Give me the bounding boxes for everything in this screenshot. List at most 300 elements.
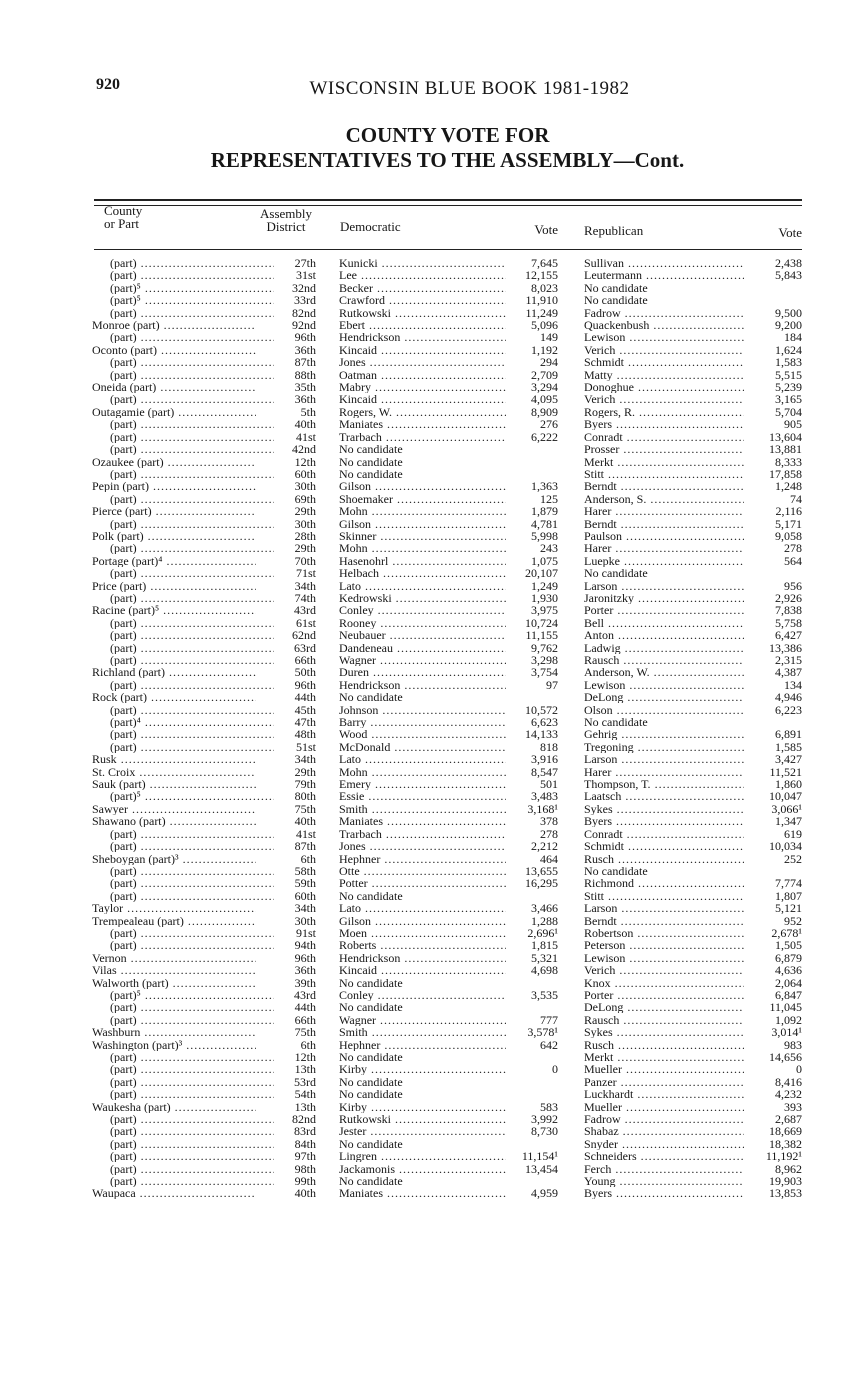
county-cell-text: Waukesha (part) ..... [92, 1101, 256, 1113]
democratic-vote-cell: 8,023 [531, 281, 558, 294]
republican-candidate-cell [584, 307, 744, 319]
table-row [0, 431, 859, 443]
democratic-candidate-cell-text: Kunicki ..... [339, 257, 506, 269]
republican-candidate-cell [584, 1051, 744, 1063]
district-cell: 82nd [292, 1113, 316, 1126]
democratic-vote-cell: 5,321 [531, 951, 558, 964]
table-row [0, 604, 859, 616]
democratic-vote-cell: 10,724 [525, 616, 558, 629]
democratic-candidate-cell-text: McDonald ..... [339, 741, 506, 753]
table-row [0, 716, 859, 728]
republican-candidate-cell [584, 1063, 744, 1075]
table-row [0, 518, 859, 530]
republican-candidate-cell [584, 493, 744, 505]
republican-candidate-cell-text: Donoghue ..... [584, 381, 744, 393]
table-row [0, 977, 859, 989]
republican-candidate-cell [584, 530, 744, 542]
democratic-candidate-cell-text: Trarbach ..... [339, 828, 506, 840]
republican-candidate-cell [584, 456, 744, 468]
democratic-vote-cell: 3,294 [531, 381, 558, 394]
district-cell: 34th [294, 902, 316, 915]
republican-vote-cell: 3,427 [775, 753, 802, 766]
county-cell [92, 331, 274, 343]
democratic-candidate-cell-text: Maniates ..... [339, 815, 506, 827]
republican-vote-cell: 5,171 [775, 517, 802, 530]
county-cell [92, 716, 274, 728]
table-row [0, 319, 859, 331]
county-cell-text: Vilas ..... [92, 964, 256, 976]
republican-candidate-cell-text: Merkt ..... [584, 1051, 744, 1063]
republican-candidate-cell [584, 877, 744, 889]
table-row [0, 642, 859, 654]
republican-candidate-cell-text: DeLong ..... [584, 691, 744, 703]
republican-vote-cell: 8,333 [775, 455, 802, 468]
republican-vote-cell: 18,382 [769, 1137, 802, 1150]
district-cell: 30th [294, 517, 316, 530]
democratic-candidate-cell-text: Barry ..... [339, 716, 506, 728]
district-cell: 34th [294, 579, 316, 592]
democratic-candidate-cell-text: Crawford ..... [339, 294, 506, 306]
republican-candidate-cell [584, 1039, 744, 1051]
democratic-candidate-cell [339, 741, 506, 753]
republican-candidate-cell-text: Luepke ..... [584, 555, 744, 567]
county-cell [92, 728, 274, 740]
democratic-candidate-cell-text: Hephner ..... [339, 1039, 506, 1051]
democratic-candidate-cell-text: Emery ..... [339, 778, 506, 790]
running-head: WISCONSIN BLUE BOOK 1981-1982 [309, 78, 630, 99]
democratic-vote-cell: 7,645 [531, 257, 558, 269]
table-row [0, 1026, 859, 1038]
table-row [0, 1113, 859, 1125]
republican-vote-cell: 13,881 [769, 443, 802, 456]
democratic-vote-cell: 3,168¹ [527, 802, 558, 815]
republican-candidate-cell-text: Verich ..... [584, 393, 744, 405]
republican-vote-cell: 4,387 [775, 666, 802, 679]
republican-candidate-cell [584, 902, 744, 914]
county-cell-text: (part) ..... [110, 269, 274, 281]
table-row [0, 294, 859, 306]
republican-vote-cell: 564 [784, 554, 802, 567]
republican-vote-cell: 1,505 [775, 939, 802, 952]
democratic-candidate-cell: No candidate [339, 1137, 403, 1150]
democratic-vote-cell: 14,133 [525, 728, 558, 741]
district-cell: 59th [294, 877, 316, 890]
republican-candidate-cell-text: Porter ..... [584, 604, 744, 616]
district-cell: 74th [294, 591, 316, 604]
republican-candidate-cell-text: Peterson ..... [584, 939, 744, 951]
democratic-candidate-cell [339, 753, 506, 765]
democratic-vote-cell: 1,249 [531, 579, 558, 592]
republican-candidate-cell-text: Mueller ..... [584, 1101, 744, 1113]
republican-candidate-cell-text: Conradt ..... [584, 828, 744, 840]
header-dem-vote: Vote [534, 222, 558, 237]
democratic-candidate-cell-text: Smith ..... [339, 1026, 506, 1038]
county-cell [92, 418, 274, 430]
republican-vote-cell: 184 [784, 331, 802, 344]
democratic-candidate-cell [339, 778, 506, 790]
county-cell [92, 629, 274, 641]
republican-candidate-cell-text: Jaronitzky ..... [584, 592, 744, 604]
county-cell-text: (part) ..... [110, 1001, 274, 1013]
republican-candidate-cell-text: Schneiders ..... [584, 1150, 744, 1162]
republican-vote-cell: 5,843 [775, 269, 802, 282]
county-cell-text: (part) ..... [110, 642, 274, 654]
democratic-vote-cell: 464 [540, 852, 558, 865]
county-cell [92, 840, 274, 852]
democratic-candidate-cell [339, 1039, 506, 1051]
district-cell: 58th [294, 864, 316, 877]
header-county-line2: or Part [104, 216, 140, 231]
republican-vote-cell: 18,669 [769, 1125, 802, 1138]
republican-vote-cell: 5,515 [775, 368, 802, 381]
table-row [0, 828, 859, 840]
republican-vote-cell: 1,583 [775, 356, 802, 369]
democratic-vote-cell: 5,096 [531, 319, 558, 332]
democratic-vote-cell: 3,916 [531, 753, 558, 766]
county-cell [92, 319, 256, 331]
page-number: 920 [96, 76, 120, 93]
democratic-candidate-cell-text: Maniates ..... [339, 1187, 506, 1199]
republican-candidate-cell-text: Anton ..... [584, 629, 744, 641]
district-cell: 41st [295, 827, 316, 840]
republican-candidate-cell [584, 803, 744, 815]
republican-candidate-cell-text: Paulson ..... [584, 530, 744, 542]
democratic-candidate-cell [339, 1150, 506, 1162]
republican-candidate-cell [584, 728, 744, 740]
democratic-candidate-cell [339, 654, 506, 666]
header-county-line1: County [104, 203, 143, 218]
democratic-candidate-cell-text: Moen ..... [339, 927, 506, 939]
democratic-candidate-cell [339, 592, 506, 604]
republican-candidate-cell-text: Schmidt ..... [584, 356, 744, 368]
table-row [0, 592, 859, 604]
republican-candidate-cell [584, 1076, 744, 1088]
democratic-candidate-cell-text: Kirby ..... [339, 1101, 506, 1113]
republican-candidate-cell [584, 642, 744, 654]
table-row [0, 1150, 859, 1162]
district-cell: 30th [294, 914, 316, 927]
county-cell-text: (part) ..... [110, 728, 274, 740]
republican-vote-cell: 2,064 [775, 976, 802, 989]
republican-vote-cell: 619 [784, 827, 802, 840]
republican-candidate-cell [584, 853, 744, 865]
republican-candidate-cell [584, 555, 744, 567]
republican-vote-cell: 2,678¹ [771, 926, 802, 939]
democratic-candidate-cell [339, 567, 506, 579]
democratic-candidate-cell [339, 877, 506, 889]
republican-vote-cell: 1,860 [775, 778, 802, 791]
republican-vote-cell: 9,200 [775, 319, 802, 332]
democratic-vote-cell: 8,909 [531, 405, 558, 418]
republican-candidate-cell [584, 989, 744, 1001]
republican-candidate-cell [584, 1150, 744, 1162]
district-cell: 12th [294, 455, 316, 468]
republican-candidate-cell-text: Berndt ..... [584, 915, 744, 927]
democratic-candidate-cell-text: Otte ..... [339, 865, 506, 877]
district-cell: 12th [294, 1051, 316, 1063]
republican-candidate-cell [584, 331, 744, 343]
republican-candidate-cell [584, 580, 744, 592]
district-cell: 94th [294, 939, 316, 952]
district-cell: 83rd [294, 1125, 316, 1138]
democratic-vote-cell: 3,298 [531, 654, 558, 666]
county-cell-text: Sauk (part) ..... [92, 778, 256, 790]
district-cell: 60th [294, 889, 316, 902]
republican-candidate-cell: No candidate [584, 567, 648, 580]
republican-vote-cell: 393 [784, 1100, 802, 1113]
democratic-candidate-cell [339, 915, 506, 927]
republican-candidate-cell-text: Porter ..... [584, 989, 744, 1001]
county-cell [92, 1088, 274, 1100]
county-cell-text: St. Croix ..... [92, 766, 256, 778]
county-cell [92, 977, 256, 989]
democratic-vote-cell: 4,959 [531, 1187, 558, 1200]
democratic-vote-cell: 97 [546, 678, 558, 691]
republican-candidate-cell [584, 1175, 744, 1187]
district-cell: 99th [294, 1175, 316, 1188]
democratic-candidate-cell-text: Dandeneau ..... [339, 642, 506, 654]
header-district-line2: District [266, 219, 306, 234]
democratic-candidate-cell-text: Conley ..... [339, 989, 506, 1001]
democratic-vote-cell: 583 [540, 1100, 558, 1113]
republican-candidate-cell-text: Lewison ..... [584, 679, 744, 691]
republican-vote-cell: 983 [784, 1038, 802, 1051]
table-row [0, 853, 859, 865]
republican-candidate-cell-text: Verich ..... [584, 344, 744, 356]
democratic-vote-cell: 2,696¹ [527, 926, 558, 939]
county-cell [92, 815, 256, 827]
county-cell [92, 282, 274, 294]
democratic-candidate-cell [339, 828, 506, 840]
district-cell: 60th [294, 467, 316, 480]
democratic-vote-cell: 3,483 [531, 790, 558, 803]
district-cell: 6th [300, 1038, 316, 1051]
democratic-vote-cell: 13,454 [525, 1162, 558, 1175]
table-row [0, 307, 859, 319]
democratic-vote-cell: 5,998 [531, 529, 558, 542]
democratic-candidate-cell-text: Hasenohrl ..... [339, 555, 506, 567]
democratic-candidate-cell [339, 480, 506, 492]
county-cell [92, 493, 274, 505]
democratic-candidate-cell [339, 1163, 506, 1175]
democratic-candidate-cell: No candidate [339, 1088, 403, 1101]
republican-candidate-cell-text: Harer ..... [584, 766, 744, 778]
republican-candidate-cell-text: Knox ..... [584, 977, 744, 989]
county-cell-text: Washington (part)³ ..... [92, 1039, 256, 1051]
district-cell: 13th [294, 1100, 316, 1113]
header-rule [94, 249, 802, 250]
county-cell-text: (part) ..... [110, 257, 274, 269]
republican-candidate-cell [584, 505, 744, 517]
county-cell-text: Pepin (part) ..... [92, 480, 256, 492]
democratic-vote-cell: 1,288 [531, 914, 558, 927]
district-cell: 87th [294, 840, 316, 853]
democratic-vote-cell: 1,075 [531, 554, 558, 567]
democratic-vote-cell: 11,155 [525, 629, 558, 642]
county-cell [92, 927, 274, 939]
republican-vote-cell: 1,807 [775, 889, 802, 902]
table-row [0, 753, 859, 765]
democratic-candidate-cell [339, 431, 506, 443]
table-row [0, 456, 859, 468]
republican-candidate-cell-text: Stitt ..... [584, 468, 744, 480]
county-cell [92, 1150, 274, 1162]
democratic-candidate-cell [339, 331, 506, 343]
republican-vote-cell: 3,014¹ [771, 1026, 802, 1039]
county-cell-text: Washburn ..... [92, 1026, 256, 1038]
republican-vote-cell: 14,656 [769, 1051, 802, 1063]
republican-candidate-cell [584, 1026, 744, 1038]
democratic-candidate-cell [339, 319, 506, 331]
democratic-candidate-cell-text: Lato ..... [339, 753, 506, 765]
democratic-candidate-cell [339, 381, 506, 393]
democratic-candidate-cell: No candidate [339, 889, 403, 902]
county-cell-text: (part) ..... [110, 356, 274, 368]
county-cell-text: (part) ..... [110, 890, 274, 902]
county-cell [92, 865, 274, 877]
county-cell [92, 468, 274, 480]
democratic-vote-cell: 4,781 [531, 517, 558, 530]
header-county [104, 204, 142, 230]
table-row [0, 344, 859, 356]
republican-vote-cell: 6,427 [775, 629, 802, 642]
county-cell [92, 518, 274, 530]
democratic-vote-cell: 1,930 [531, 591, 558, 604]
district-cell: 36th [294, 343, 316, 356]
table-row [0, 381, 859, 393]
republican-candidate-cell-text: Thompson, T. ..... [584, 778, 744, 790]
democratic-candidate-cell-text: Kincaid ..... [339, 964, 506, 976]
county-cell [92, 704, 274, 716]
democratic-vote-cell: 9,762 [531, 641, 558, 654]
democratic-candidate-cell [339, 269, 506, 281]
democratic-candidate-cell [339, 865, 506, 877]
republican-candidate-cell-text: Sykes ..... [584, 1026, 744, 1038]
county-cell-text: (part)⁵ ..... [110, 989, 274, 1001]
table-row [0, 1014, 859, 1026]
republican-candidate-cell-text: Berndt ..... [584, 518, 744, 530]
county-cell-text: (part) ..... [110, 840, 274, 852]
republican-vote-cell: 1,347 [775, 815, 802, 828]
democratic-candidate-cell-text: Kincaid ..... [339, 393, 506, 405]
district-cell: 40th [294, 418, 316, 431]
democratic-vote-cell: 16,295 [525, 877, 558, 890]
democratic-vote-cell: 12,155 [525, 269, 558, 282]
district-cell: 36th [294, 964, 316, 977]
district-cell: 41st [295, 430, 316, 443]
county-cell [92, 803, 256, 815]
democratic-vote-cell: 294 [540, 356, 558, 369]
county-cell [92, 1039, 256, 1051]
county-cell-text: Racine (part)⁵ ..... [92, 604, 256, 616]
republican-vote-cell: 956 [784, 579, 802, 592]
table-row [0, 629, 859, 641]
county-cell [92, 691, 256, 703]
county-cell-text: (part) ..... [110, 518, 274, 530]
table-row [0, 356, 859, 368]
district-cell: 32nd [292, 281, 316, 294]
democratic-candidate-cell-text: Lato ..... [339, 902, 506, 914]
democratic-vote-cell: 2,709 [531, 368, 558, 381]
democratic-vote-cell: 149 [540, 331, 558, 344]
republican-candidate-cell-text: Anderson, W. ..... [584, 666, 744, 678]
county-cell-text: (part) ..... [110, 939, 274, 951]
county-cell-text: (part) ..... [110, 331, 274, 343]
democratic-vote-cell: 125 [540, 492, 558, 505]
county-cell-text: Taylor ..... [92, 902, 256, 914]
republican-candidate-cell [584, 915, 744, 927]
democratic-vote-cell: 3,754 [531, 666, 558, 679]
county-cell [92, 877, 274, 889]
democratic-candidate-cell [339, 1063, 506, 1075]
table-row [0, 741, 859, 753]
county-cell-text: (part) ..... [110, 369, 274, 381]
district-cell: 40th [294, 1187, 316, 1200]
table-row [0, 567, 859, 579]
republican-candidate-cell [584, 393, 744, 405]
democratic-candidate-cell-text: Skinner ..... [339, 530, 506, 542]
democratic-candidate-cell-text: Wagner ..... [339, 1014, 506, 1026]
county-cell [92, 952, 256, 964]
democratic-candidate-cell [339, 307, 506, 319]
republican-candidate-cell-text: Shabaz ..... [584, 1125, 744, 1137]
republican-candidate-cell [584, 654, 744, 666]
district-cell: 28th [294, 529, 316, 542]
democratic-candidate-cell: No candidate [339, 1075, 403, 1088]
table-row [0, 815, 859, 827]
democratic-vote-cell: 11,249 [525, 306, 558, 319]
county-cell-text: (part) ..... [110, 493, 274, 505]
democratic-candidate-cell [339, 418, 506, 430]
county-cell [92, 666, 256, 678]
table-row [0, 691, 859, 703]
republican-vote-cell: 952 [784, 914, 802, 927]
republican-candidate-cell [584, 468, 744, 480]
district-cell: 87th [294, 356, 316, 369]
table-row [0, 939, 859, 951]
republican-candidate-cell-text: Schmidt ..... [584, 840, 744, 852]
table-row [0, 1051, 859, 1063]
democratic-candidate-cell [339, 617, 506, 629]
republican-vote-cell: 1,092 [775, 1013, 802, 1026]
table-row [0, 331, 859, 343]
district-cell: 79th [294, 778, 316, 791]
democratic-vote-cell: 4,095 [531, 393, 558, 406]
republican-candidate-cell [584, 840, 744, 852]
table-row [0, 480, 859, 492]
county-cell [92, 393, 274, 405]
county-cell [92, 1051, 274, 1063]
republican-candidate-cell-text: Verich ..... [584, 964, 744, 976]
county-cell [92, 1001, 274, 1013]
county-cell-text: (part) ..... [110, 1175, 274, 1187]
democratic-candidate-cell [339, 840, 506, 852]
header-republican: Republican [584, 223, 644, 238]
table-row [0, 1175, 859, 1187]
county-cell-text: Vernon ..... [92, 952, 256, 964]
republican-candidate-cell [584, 629, 744, 641]
republican-candidate-cell-text: Conradt ..... [584, 431, 744, 443]
democratic-candidate-cell-text: Hephner ..... [339, 853, 506, 865]
county-cell-text: (part) ..... [110, 1076, 274, 1088]
county-cell [92, 778, 256, 790]
democratic-vote-cell: 3,975 [531, 604, 558, 617]
republican-vote-cell: 74 [790, 492, 802, 505]
table-row [0, 865, 859, 877]
table-row [0, 418, 859, 430]
democratic-candidate-cell-text: Shoemaker ..... [339, 493, 506, 505]
republican-vote-cell: 1,585 [775, 740, 802, 753]
